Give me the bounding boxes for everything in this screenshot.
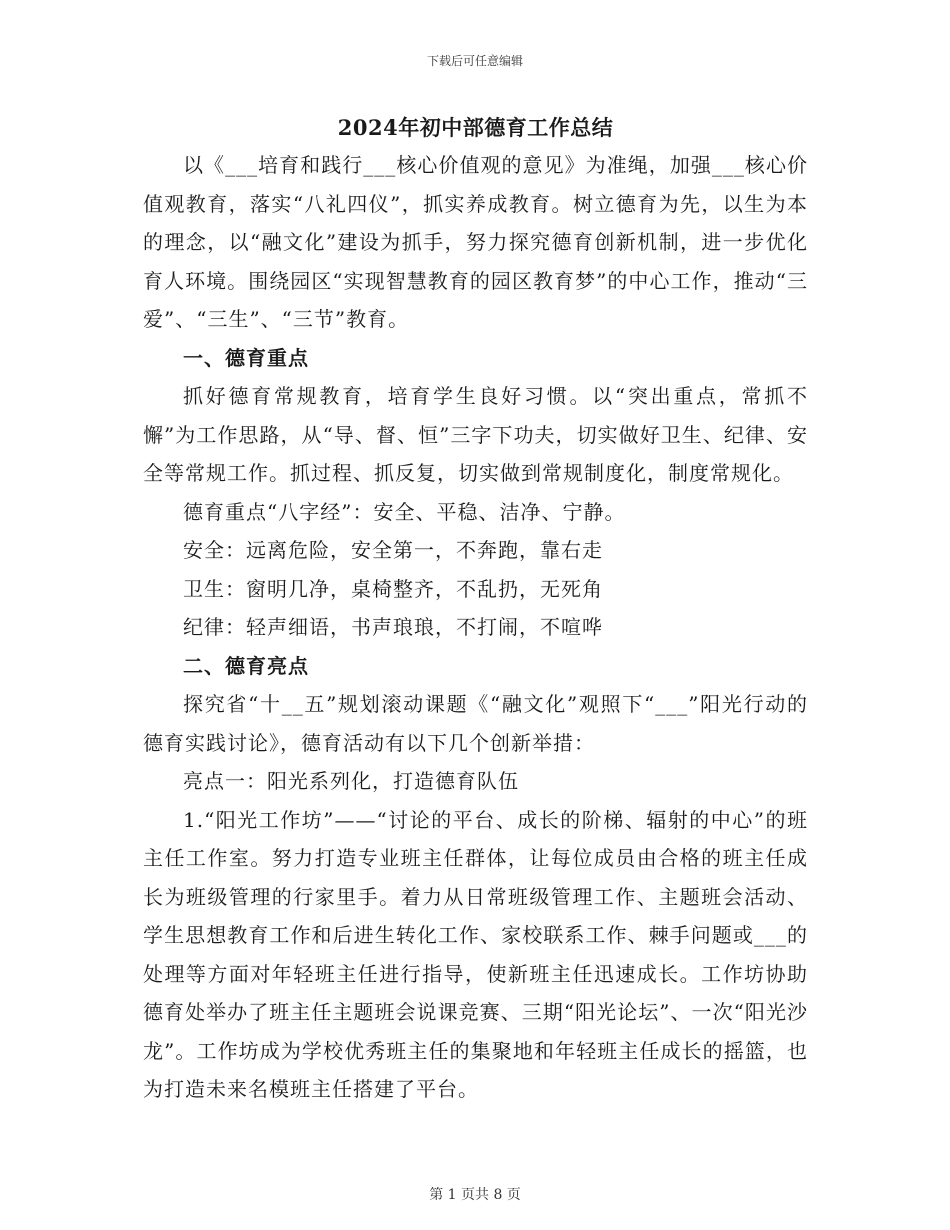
document-title: 2024年初中部德育工作总结 bbox=[337, 115, 614, 140]
intro-paragraph: 以《___培育和践行___核心价值观的意见》为准绳，加强___核心价值观教育，落实“八礼四仪”，抓实养成教育。树立德育为先，以生为本的理念，以“融文化”建设为抓手，努力探究德育创新机制，进一步优化育人环境。围绕园区“实现智慧教育的园区教育梦”的中心工作，推动“三爱”、“三生”、“三节”教育。 bbox=[143, 153, 808, 331]
page-number: 第 1 页共 8 页 bbox=[429, 1187, 521, 1203]
document-body bbox=[143, 112, 808, 1109]
section-heading-2: 二、德育亮点 bbox=[183, 653, 309, 678]
section1-line-discipline: 纪律：轻声细语，书声琅琅，不打闹，不喧哗 bbox=[183, 615, 603, 639]
section-heading-1: 一、德育重点 bbox=[183, 345, 309, 370]
section2-highlight-one: 亮点一：阳光系列化，打造德育队伍 bbox=[183, 769, 519, 793]
section1-line-eight-words: 德育重点“八字经”：安全、平稳、洁净、宁静。 bbox=[183, 499, 626, 524]
header-note: 下载后可任意编辑 bbox=[426, 54, 523, 68]
section1-paragraph: 抓好德育常规教育，培育学生良好习惯。以“突出重点，常抓不懈”为工作思路，从“导、督、恒”三字下功夫，切实做好卫生、纪律、安全等常规工作。抓过程、抓反复，切实做到常规制度化，制度常规化。 bbox=[143, 384, 808, 485]
section2-paragraph: 探究省“十__五”规划滚动课题《“融文化”观照下“___”阳光行动的德育实践讨论》，德育活动有以下几个创新举措： bbox=[143, 692, 808, 755]
section1-line-safety: 安全：远离危险，安全第一，不奔跑，靠右走 bbox=[183, 538, 603, 562]
section1-line-hygiene: 卫生：窗明几净，桌椅整齐，不乱扔，无死角 bbox=[183, 576, 603, 601]
section2-workshop-paragraph: 1.“阳光工作坊”——“讨论的平台、成长的阶梯、辐射的中心”的班主任工作室。努力打造专业班主任群体，让每位成员由合格的班主任成长为班级管理的行家里手。着力从日常班级管理工作、主题班会活动、学生思想教育工作和后进生转化工作、家校联系工作、棘手问题或___的处理等方面对年轻班主任进行指导，使新班主任迅速成长。工作坊协助德育处举办了班主任主题班会说课竞赛、三期“阳光论坛”、一次“阳光沙龙”。工作坊成为学校优秀班主任的集聚地和年轻班主任成长的摇篮，也为打造未来名模班主任搭建了平台。 bbox=[143, 807, 808, 1101]
